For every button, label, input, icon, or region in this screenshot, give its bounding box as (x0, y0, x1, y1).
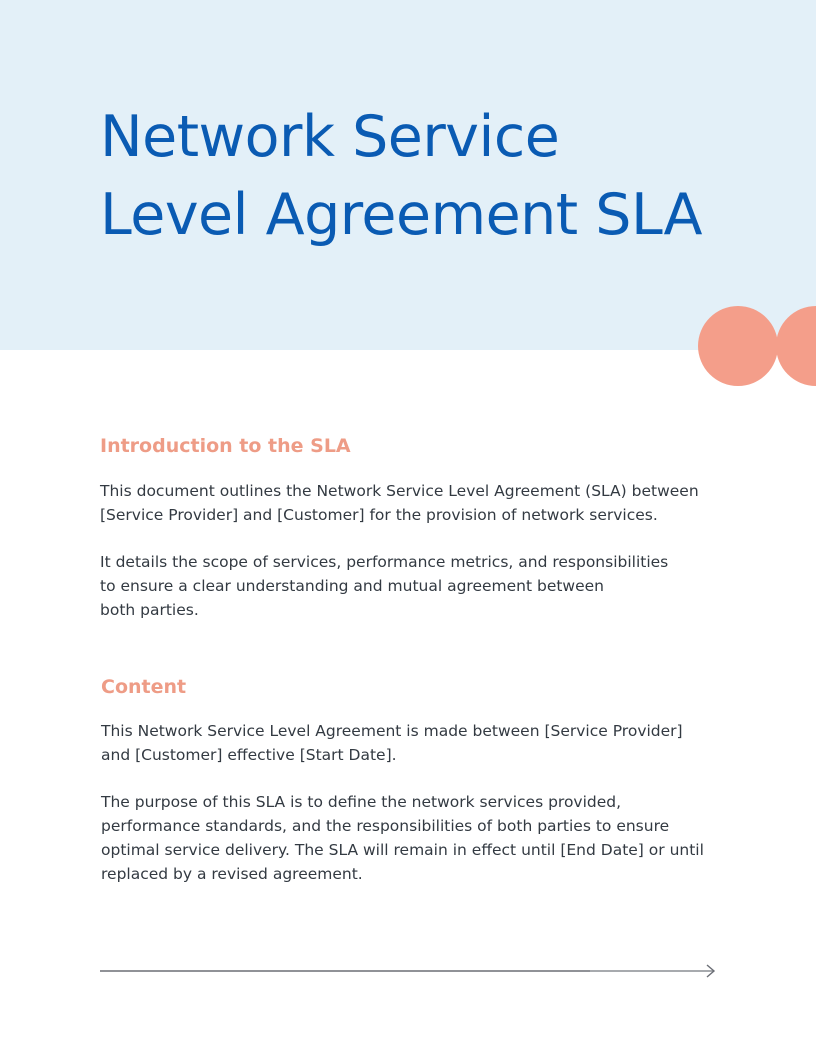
arrow-right-icon (100, 962, 720, 980)
title-line-2: Level Agreement SLA (100, 182, 702, 248)
intro-paragraph-2 (100, 550, 668, 622)
title-line-1: Network Service (100, 104, 560, 170)
text-line: replaced by a revised agreement. (101, 865, 363, 883)
decorative-circle-left (698, 306, 778, 386)
text-line: [Service Provider] and [Customer] for the provision of network services. (100, 506, 658, 524)
content-paragraph-2 (101, 790, 704, 886)
text-line: optimal service delivery. The SLA will remain in effect until [End Date] or until (101, 841, 704, 859)
section-heading-content: Content (101, 676, 187, 698)
text-line: to ensure a clear understanding and mutual agreement between (100, 577, 605, 595)
text-line: This document outlines the Network Service Level Agreement (SLA) between (100, 482, 699, 500)
section-heading-introduction: Introduction to the SLA (100, 435, 351, 457)
content-paragraph-1 (101, 719, 683, 767)
text-line: both parties. (100, 601, 199, 619)
text-line: This Network Service Level Agreement is made between [Service Provider] (101, 722, 683, 740)
text-line: performance standards, and the responsibilities of both parties to ensure (101, 817, 670, 835)
text-line: It details the scope of services, performance metrics, and responsibilities (100, 553, 669, 571)
document-title (100, 98, 702, 254)
text-line: and [Customer] effective [Start Date]. (101, 746, 397, 764)
intro-paragraph-1 (100, 479, 699, 527)
text-line: The purpose of this SLA is to define the network services provided, (101, 793, 622, 811)
